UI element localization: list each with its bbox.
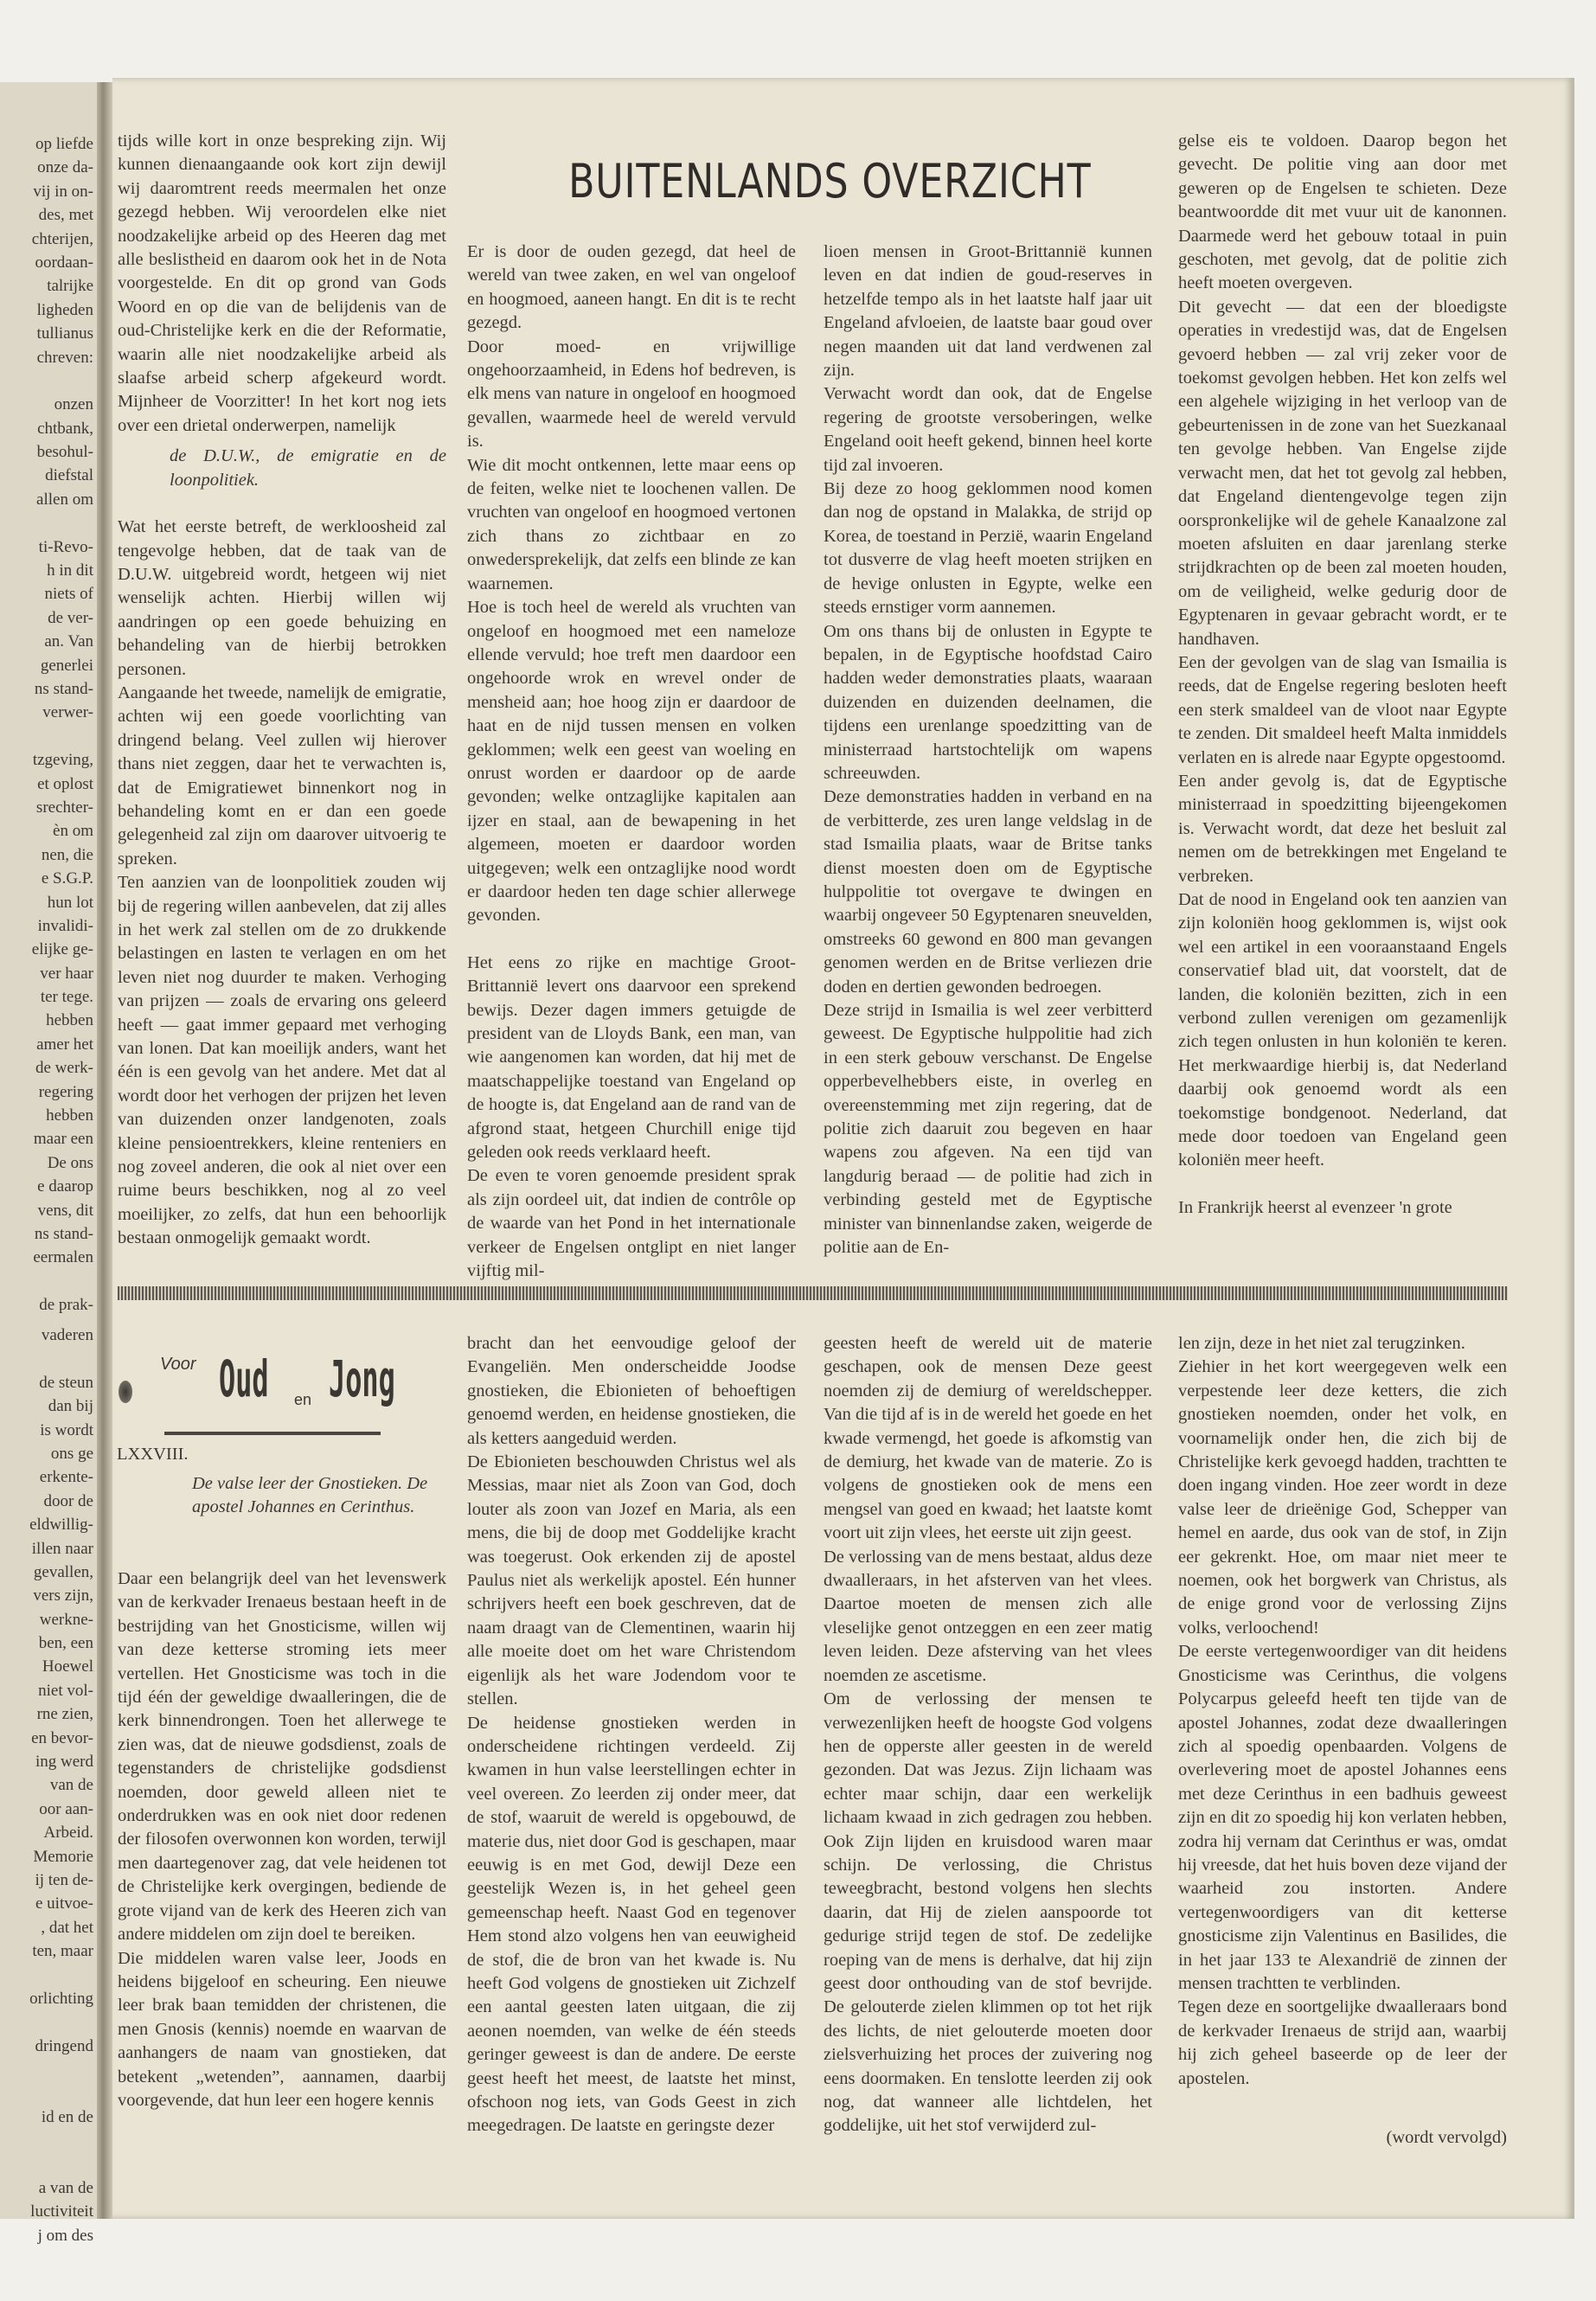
text-fragment: eermalen [33, 1248, 93, 1267]
text-fragment: onze da- [37, 158, 93, 177]
text-fragment: de steun [39, 1373, 93, 1392]
paragraph: Tegen deze en soortgelijke dwaalleraars bond de kerkvader Irenaeus de strijd aan, waarbij hij zich geheel baseerde op de leer der apostelen. [1178, 1997, 1507, 2088]
text-fragment: vij in on- [33, 182, 93, 201]
article-buitenlands-col2 [467, 240, 796, 1283]
text-fragment [0, 2153, 93, 2176]
text-fragment: onzen [54, 395, 93, 414]
text-fragment [0, 1964, 93, 1987]
paragraph: gelse eis te voldoen. Daarop begon het gevecht. De politie ving aan door met geweren op de Engelsen te schieten. Deze beantwoordde dit met vuur uit de kanonnen. Daarmede werd het gebouw totaal in puin geschoten, met gevolg, dat de politie zich heeft moeten overgeven. [1178, 131, 1507, 293]
text-fragment: hun lot [47, 893, 93, 912]
text-fragment: dringend [35, 2036, 93, 2055]
text-fragment: des, met [38, 206, 93, 225]
text-fragment: oor aan- [39, 1799, 93, 1818]
heading-oud: Oud [219, 1349, 269, 1408]
text-fragment: j om des [37, 2226, 93, 2245]
paragraph: Dit gevecht — dat een der bloedigste operaties in vredestijd was, dat de Engelsen gevoerd hebben — zal vrij zeker voor de toekomst gevolgen hebben. Het kon zelfs wel een algehele wijziging in het verloop van de gebeurtenissen in de zone van het Suezkanaal ten gevolge hebben. Van Engelse zijde verwacht men, dat het tot gevolg zal hebben, dat Engeland dientengevolge tegen zijn oorspronkelijke wil de gehele Kanaalzone zal moeten afsluiten en daar jarenlang sterke strijdkrachten op de been zal moeten houden, om de veiligheid, welke gedurig door de Egyptenaren in gevaar gebracht wordt, er te handhaven. [1178, 297, 1507, 649]
text-fragment: chreven: [36, 348, 93, 367]
paragraph: Deze demonstraties hadden in verband en na de verbitterde, zes uren lange veldslag in de stad Ismailia plaats, waar de Britse tanks dienst moesten doen om de Egyptische hulppolitie tot overgave te dwingen en waarbij ongeveer 50 Egyptenaren sneuvelden, omstreeks 60 gewond en 800 man gevangen genomen werden en de Britse verliezen drie doden en dertien gewonden bedroegen. [824, 787, 1152, 997]
text-fragment: besohul- [36, 443, 93, 462]
text-fragment: chtbank, [37, 419, 93, 438]
text-fragment: van de [49, 1776, 93, 1795]
text-fragment: srechter- [35, 798, 93, 817]
text-fragment: vers zijn, [33, 1586, 93, 1606]
text-fragment: erkente- [39, 1468, 93, 1487]
text-fragment: ons ge [50, 1444, 93, 1463]
text-fragment: op liefde [35, 135, 93, 153]
text-fragment: et oplost [37, 774, 93, 793]
paragraph: Deze strijd in Ismailia is wel zeer verbitterd geweest. De Egyptische hulppolitie had zich in een sterk gebouw verschanst. De Engelse opperbevelhebbers eiste, in overleg en overeenstemming met zijn regering, dat de politie zich daaruit zou begeven en haar wapens zou afgeven. Na een tijd van langdurig beraad — de politie had zich in verbinding gesteld met de Egyptische minister van binnenlandse zaken, weigerde de politie aan de En- [824, 1001, 1152, 1258]
text-fragment: gevallen, [33, 1562, 93, 1581]
text-fragment [0, 2010, 93, 2034]
article-buitenlands-col4 [1178, 130, 1507, 1220]
text-fragment: dan bij [48, 1397, 93, 1416]
text-fragment: de prak- [39, 1296, 93, 1315]
paragraph: Er is door de ouden gezegd, dat heel de wereld van twee zaken, en wel van ongeloof en hoogmoed, aaneen hangt. En dit is te recht gezegd. [467, 242, 796, 333]
text-fragment: eldwillig- [29, 1516, 93, 1535]
text-fragment: ver haar [40, 964, 93, 983]
paragraph: tijds wille kort in onze bespreking zijn. Wij kunnen dienaangaande ook kort zijn dewijl wij daaromtrent reeds meermalen het onze gezegd hebben. Wij veroordelen elke niet noodzakelijke arbeid op des Heeren dag met alle beslistheid en daarom ook het in de Nota voorgestelde. En dit op grond van Gods Woord en op die van de belijdenis van de oud-Christelijke kerk en die der Reformatie, waarin alle niet noodzakelijke arbeid als slaafse arbeid scherp afgekeurd wordt. Mijnheer de Voorzitter! In het kort nog iets over een drietal onderwerpen, namelijk [118, 131, 446, 435]
text-fragment: De ons [47, 1153, 93, 1172]
text-fragment: amer het [36, 1035, 93, 1054]
paragraph: De Ebionieten beschouwden Christus wel als Messias, maar niet als Zoon van God, doch louter als zoon van Jozef en Maria, als een mens, die bij de doop met Goddelijke kracht was toegerust. Ook erkenden zij de apostel Paulus niet als werkelijk apostel. Eén hunner schrijvers heeft een boek geschreven, dat de naam draagt van de Clementinen, waarin hij alle moeite doet om het ware Christendom eigenlijk als het ware Jodendom voor te stellen. [467, 1452, 796, 1709]
text-fragment: rne zien, [36, 1705, 93, 1724]
text-fragment: id en de [41, 2107, 93, 2126]
text-fragment: nen, die [41, 845, 93, 864]
paragraph: Hoe is toch heel de wereld als vruchten van ongeloof en hoogmoed met een nameloze ellende vervuld; hoe treft men daardoor een ongehoorde wrok en wrevel onder de mensheid aan; hoe hoog zijn er daardoor de haat en de nijd tussen mensen en volken geklommen; welk een geest van woeling en onrust worden er daardoor op de aarde gevonden; welke ontzaglijke kapitalen aan ijzer en staal, aan de bewapening in het algemeen, moeten er daardoor worden uitgegeven; welk een ontzaglijke nood wordt er daardoor heden ten dage schier allerwege gevonden. [467, 598, 796, 926]
paragraph: Dat de nood in Engeland ook ten aanzien van zijn koloniën hoog geklommen is, wijst ook wel een artikel in een vooraanstaand Engels conservatief blad uit, dat voorstelt, dat de landen, die koloniën bezitten, zich in een verbond zullen verenigen om gezamenlijk zich tegen onlusten in hun koloniën te keren. Het merkwaardige hierbij is, dat Nederland daarbij ook genoemd wordt als een toekomstige bondgenoot. Nederland, dat mede door toedoen van Engeland geen koloniën meer heeft. [1178, 890, 1507, 1170]
paragraph: De verlossing van de mens bestaat, aldus deze dwaalleraars, in het afsterven van het vlees. Daartoe moeten de mensen zich alle vleselijke genot ontzeggen en een zeer matig leven leiden. Deze afsterving van het vlees noemden ze ascetisme. [824, 1547, 1152, 1685]
paragraph: Wat het eerste betreft, de werkloosheid zal tengevolge hebben, dat de taak van de D.U.W. uitgebreid wordt, hetgeen wij niet wenselijk achten. Hierbij willen wij aandringen op een goede behuizing en behandeling van de hierbij betrokken personen. [118, 517, 446, 679]
paragraph: lioen mensen in Groot-Brittannië kunnen leven en dat indien de goud-reserves in hetzelfde tempo als in het laatste half jaar uit Engeland afvloeien, de laatste baar goud over negen maanden uit dat land verdwenen zal zijn. [824, 242, 1152, 381]
paragraph: De eerste vertegenwoordiger van dit heidens Gnosticisme was Cerinthus, die volgens Polycarpus geleefd heeft ten tijde van de apostel Johannes, zodat deze dwaalleringen zich al spoedig openbaarden. Volgens de overlevering moet de apostel Johannes eens met deze Cerinthus in een badhuis geweest zijn en dit zo spoedig hij kon verlaten hebben, zodra hij vernam dat Cerinthus er was, omdat hij vreesde, dat het huis boven deze vijand der waarheid zou instorten. Andere vertegenwoordigers van dit ketterse gnosticisme zijn Valentinus en Basilides, die in het jaar 133 te Alexandrië de zinnen der mensen trachtten te verblinden. [1178, 1642, 1507, 1993]
paragraph: len zijn, deze in het niet zal terugzinken. [1178, 1334, 1465, 1353]
text-fragment: ligheden [36, 300, 93, 319]
article-subtitle: De valse leer der Gnostieken. De apostel Johannes en Cerinthus. [192, 1474, 428, 1517]
paragraph: De even te voren genoemde president sprak als zijn oordeel uit, dat indien de contrôle op de waarde van het Pond in het internationale verkeer de Engelsen ontglipt en niet langer vijftig mil- [467, 1166, 796, 1281]
paragraph: Wie dit mocht ontkennen, lette maar eens op de feiten, welke niet te loochenen vallen. De vruchten van ongeloof en hoogmoed vertonen zich thans zo zichtbaar en zo onwedersprekelijk, dat zelfs een blinde ze kan waarnemen. [467, 455, 796, 593]
text-fragment: vaderen [41, 1326, 93, 1344]
text-fragment: invalidi- [37, 916, 93, 935]
installment-number: LXXVIII. [117, 1445, 189, 1464]
previous-page-fragments-lower [0, 1324, 93, 2247]
article-oud-en-jong-col3 [824, 1332, 1152, 2138]
text-fragment: ing werd [35, 1753, 93, 1772]
text-fragment: en bevor- [31, 1728, 93, 1747]
text-fragment [0, 2058, 93, 2081]
text-fragment: de werk- [35, 1059, 93, 1078]
paragraph: Ziehier in het kort weergegeven welk een verpestende leer deze ketters, die zich gnostieken noemden, onder het volk, en voornamelijk onder hen, die zich bij de Christelijke kerk gevoegd hadden, trachtten te doen ingang vinden. Hoe zeer wordt in deze valse leer de drieënige God, Schepper van hemel en aarde, dus ook van de stof, in Zijn eer gekrenkt. Hoe, om maar niet meer te noemen, ook het borgwerk van Christus, als de enige grond voor de verlossing Zijns volks, verloochend! [1178, 1357, 1507, 1638]
paragraph: Ten aanzien van de loonpolitiek zouden wij bij de regering willen aanbevelen, dat zij alles in het werk zal stellen om de zo drukkende belastingen en lasten te verlagen en om het leven niet nog duurder te maken. Verhoging van prijzen — zoals de ervaring ons geleerd heeft — gaat immer gepaard met verhoging van lonen. Dat kan moeilijk anders, want het één is een gevolg van het andere. Met dat al wordt door het verhogen der prijzen het leven van duizenden onzer landgenoten, zoals kleine pensioentrekkers, kleine renteniers en nog zoveel anderen, die ook al niet over een ruime beurs beschikken, nog al zo veel moeilijker, zo zelfs, dat hun een behoorlijk bestaan onmogelijk gemaakt wordt. [118, 873, 446, 1248]
paragraph: Bij deze zo hoog geklommen nood komen dan nog de opstand in Malakka, de strijd op Korea, de toestand in Perzië, waarin Engeland tot dusverre de vlag heeft moeten strijken en de hevige onlusten in Egypte, welke een steeds ernstiger vorm aannemen. [824, 479, 1152, 618]
article-oud-en-jong-col1 [118, 1567, 446, 2112]
paragraph: In Frankrijk heerst al evenzeer 'n grote [1178, 1197, 1452, 1217]
text-fragment: allen om [36, 490, 93, 509]
text-fragment: ter tege. [40, 988, 93, 1007]
text-fragment: werkne- [39, 1610, 93, 1629]
paragraph: Om de verlossing der mensen te verwezenlijken heeft de hoogste God volgens hen de opperste aller geesten in de wereld gezonden. Dat was Jezus. Zijn lichaam was echter maar schijn, daar een werkelijk lichaam kwaad in zich gedragen zou hebben. Ook Zijn lijden en kruisdood waren maar schijn. De verlossing, die Christus teweegbracht, bestond volgens hen slechts daarin, dat Hij de zielen aanspoorde tot gedurige strijd tegen de stof. De zedelijke roeping van de mens is derhalve, dat hij zijn geest door onthouding van de stof bevrijde. De gelouterde zielen klimmen op tot het rijk des lichts, de niet gelouterde moeten door zielsverhuizing het proces der zuivering nog eens doormaken. En tenslotte leerden zij ook nog, dat wanneer alle lichtdelen, het goddelijke, uit het stof verwijderd zul- [824, 1689, 1152, 2136]
text-fragment: e uitvoe- [35, 1894, 93, 1913]
text-fragment: elijke ge- [31, 940, 93, 959]
binding-hole [119, 1381, 132, 1403]
text-fragment: Arbeid. [43, 1823, 93, 1843]
previous-page-fragments-upper [0, 132, 93, 1317]
text-fragment: ten, maar [32, 1942, 93, 1961]
paragraph: Het eens zo rijke en machtige Groot-Brittannië levert ons daarvoor een sprekend bewijs. Dezer dagen immers getuigde de president van de Lloyds Bank, een man, van wie aangenomen kan worden, dat hij met de maatschappelijke toestand van Engeland op de hoogte is, dat Engeland aan de rand van de afgrond staat, hetgeen Churchill enige tijd geleden ook reeds verklaard heeft. [467, 952, 796, 1163]
paragraph: de D.U.W., de emigratie en de loonpolitiek. [170, 446, 446, 490]
text-fragment: ns stand- [34, 1224, 93, 1243]
text-fragment: regering [38, 1082, 93, 1101]
text-fragment: ti-Revo- [38, 537, 93, 556]
paragraph: Een ander gevolg is, dat de Egyptische ministerraad in spoedzitting bijeengekomen is. Verwacht wordt, dat deze het besluit zal nemen om de betrekkingen met Engeland te verbreken. [1178, 771, 1507, 886]
text-fragment: de ver- [48, 608, 93, 627]
text-fragment: oordaan- [35, 253, 93, 272]
text-fragment: a van de [38, 2179, 93, 2198]
text-fragment: èn om [53, 822, 93, 841]
text-fragment: Hoewel [42, 1657, 93, 1676]
paragraph: Daar een belangrijk deel van het levenswerk van de kerkvader Irenaeus bestaan heeft in de bestrijding van het Gnosticisme, willen wij van deze ketterse stroming iets meer vertellen. Het Gnosticisme was toch in die tijd één der geweldige dwaalleringen, die de kerk binnendrongen. Toen het allerwege te zien was, dat de nieuwe godsdienst, zoals de tegenstanders de christelijke godsdienst noemden, door geweld alleen niet te onderdrukken was en ook niet door redenen der filosofen overwonnen kon worden, terwijl men daartegenover zag, dat vele heidenen tot de Christelijke kerk overgingen, bediende de grote vijand van de kerk des Heeren zich van andere middelen om zijn doel te bereiken. [118, 1569, 446, 1945]
text-fragment [0, 511, 93, 535]
text-fragment: Memorie [33, 1847, 93, 1866]
text-fragment: niet vol- [38, 1681, 93, 1700]
article-buitenlands-col3 [824, 240, 1152, 1259]
text-fragment: orlichting [29, 1989, 93, 2008]
text-fragment: e daarop [37, 1177, 93, 1196]
text-fragment: illen naar [31, 1539, 93, 1558]
text-fragment: generlei [40, 656, 93, 675]
heading-rule [164, 1432, 381, 1435]
heading-en: en [294, 1391, 312, 1408]
paragraph: Verwacht wordt dan ook, dat de Engelse regering de grootste versoberingen, welke Engeland ooit heeft gekend, binnen heel korte tijd zal invoeren. [824, 384, 1152, 475]
previous-page-strip [0, 82, 97, 2245]
text-fragment: niets of [44, 585, 93, 604]
article-buitenlands-col1 [118, 130, 446, 1251]
text-fragment [0, 2082, 93, 2106]
text-fragment: door de [43, 1491, 93, 1510]
text-fragment: ben, een [38, 1634, 93, 1653]
text-fragment: vens, dit [37, 1201, 93, 1220]
text-fragment [0, 2129, 93, 2152]
text-fragment: ns stand- [34, 679, 93, 698]
heading-jong: Jong [329, 1349, 395, 1408]
text-fragment: ij ten de- [35, 1870, 93, 1889]
continued-note: (wordt vervolgd) [1386, 2128, 1507, 2147]
paragraph: Die middelen waren valse leer, Joods en heidens bijgeloof en scheuring. Een nieuwe leer brak baan temidden der christenen, die men Gnosis (kennis) noemde en waarvan de aanhangers de naam van gnostieken, dat betekent „wetenden”, aannamen, daarbij voorgevende, dat hun leer een hogere kennis [118, 1948, 446, 2110]
text-fragment: h in dit [47, 561, 93, 580]
text-fragment: talrijke [47, 277, 93, 296]
text-fragment: e S.G.P. [41, 869, 93, 888]
text-fragment: tullianus [36, 324, 93, 343]
text-fragment: diefstal [45, 466, 93, 485]
page-fold [97, 82, 112, 2219]
text-fragment: an. Van [44, 632, 93, 651]
heading-voor: Voor [160, 1355, 196, 1374]
text-fragment: verwer- [42, 703, 93, 722]
text-fragment: tzgeving, [32, 751, 93, 770]
text-fragment: , dat het [41, 1918, 93, 1937]
text-fragment: chterijen, [31, 229, 93, 248]
paragraph: geesten heeft de wereld uit de materie geschapen, ook de mensen Deze geest noemden zij de demiurg of wereldschepper. Van die tijd af is in de wereld het goede en het kwade vermengd, het goede is afkomstig van de demiurg, het kwade van de materie. Zo is volgens de gnostieken ook de mens een mengsel van goed en kwaad; het laatste komt voort uit zijn vlees, het eerste uit zijn geest. [824, 1334, 1152, 1543]
text-fragment: luctiviteit [30, 2202, 93, 2221]
paragraph: Om ons thans bij de onlusten in Egypte te bepalen, in de Egyptische hoofdstad Cairo hadden weder demonstraties plaats, waaraan duizenden en duizenden deelnamen, die tijdens een urenlange spoedzitting van de ministerraad hartstochtelijk om wapens schreeuwden. [824, 621, 1152, 783]
text-fragment: hebben [46, 1106, 93, 1125]
text-fragment: maar een [33, 1130, 93, 1149]
oud-en-jong-heading [160, 1349, 420, 1427]
text-fragment [0, 725, 93, 748]
article-oud-en-jong-col4 [1178, 1332, 1507, 2091]
article-oud-en-jong-col2 [467, 1332, 796, 2138]
paragraph: De heidense gnostieken werden in onderscheidene richtingen verdeeld. Zij kwamen in hun valse leerstellingen echter in veel overeen. Zo leerden zij onder meer, dat de stof, waaruit de wereld is opgebouwd, de materie dus, niet door God is geschapen, maar eeuwig is en met God, dewijl Deze een geestelijk Wezen is, in het geheel geen gemeenschap heeft. Naast God en tegenover Hem stond alzo volgens hen van eeuwigheid de stof, die de bron van het kwade is. Nu heeft God volgens de gnostieken uit Zichzelf een aantal geesten laten uitgaan, die zij aeonen noemden, van welke de één steeds geringer geweest is dan de andere. De eerste geest heeft het meest, de laatste het minst, ofschoon nog iets, van Gods Geest in zich meegedragen. De laatste en geringste dezer [467, 1713, 796, 2136]
paragraph: Door moed- en vrijwillige ongehoorzaamheid, in Edens hof bedreven, is elk mens van nature in ongeloof en hoogmoed gevallen, waarmede heel de wereld vervuld is. [467, 336, 796, 452]
paragraph: bracht dan het eenvoudige geloof der Evangeliën. Men onderscheidde Joodse gnostieken, die Ebionieten of behoeftigen genoemd werden, en heidense gnostieken, die als ketters aangeduid werden. [467, 1334, 796, 1448]
text-fragment [0, 1270, 93, 1293]
text-fragment [0, 1347, 93, 1370]
paragraph: Aangaande het tweede, namelijk de emigratie, achten wij een goede voorlichting van dringend belang. Veel zullen wij hierover thans niet zeggen, daar het te verwachten is, dat de Emigratiewet binnenkort nog in behandeling komt en er dan een goede gelegenheid zal zijn om daarover uitvoerig te spreken. [118, 683, 446, 868]
paragraph: Een der gevolgen van de slag van Ismailia is reeds, dat de Engelse regering besloten heeft een sterk smaldeel van de vloot naar Egypte te zenden. Dit smaldeel heeft Malta inmiddels verlaten en is alrede naar Egypte opgestoomd. [1178, 652, 1507, 767]
text-fragment: hebben [46, 1011, 93, 1030]
section-divider [118, 1286, 1508, 1300]
text-fragment [0, 369, 93, 393]
page-title: BUITENLANDS OVERZICHT [568, 154, 1092, 208]
text-fragment: is wordt [40, 1420, 93, 1439]
